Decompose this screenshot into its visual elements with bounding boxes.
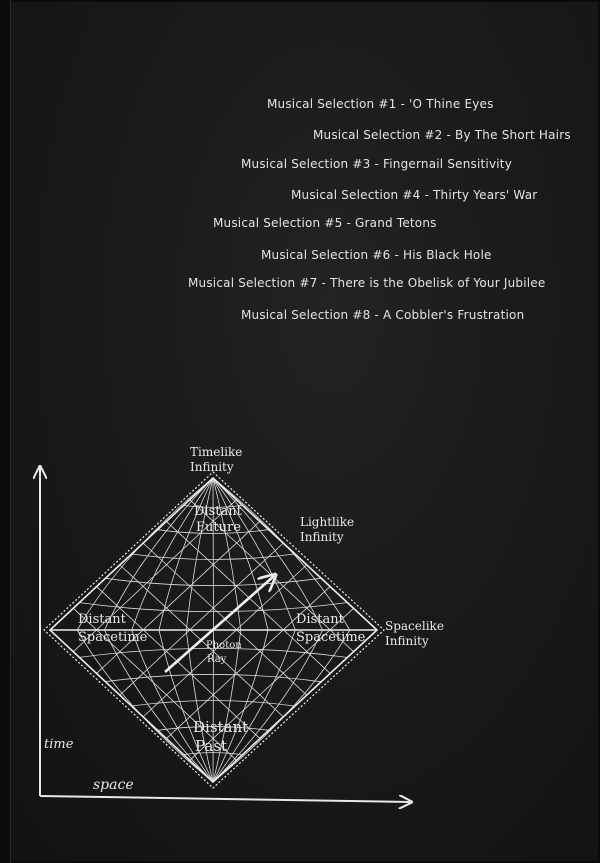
timelike-infinity-label-1: Timelike xyxy=(190,445,243,459)
grid-line xyxy=(213,630,268,782)
grid-line xyxy=(132,478,213,630)
penrose-diagram xyxy=(0,440,600,840)
distant-spacetime-right-label-1: Distant xyxy=(296,612,344,627)
track-8: Musical Selection #8 - A Cobbler's Frustration xyxy=(241,308,525,322)
track-4: Musical Selection #4 - Thirty Years' War xyxy=(291,188,538,202)
grid-line xyxy=(77,478,213,630)
distant-spacetime-left-label-2: Spacetime xyxy=(78,630,148,645)
grid-line xyxy=(186,478,213,630)
distant-future-label-2: Future xyxy=(196,520,241,535)
space-axis-line xyxy=(40,796,410,802)
space-axis-label: space xyxy=(93,777,134,793)
grid-line xyxy=(186,630,213,782)
photon-ray-label-1: Photon xyxy=(206,640,242,651)
timelike-infinity-label-2: Infinity xyxy=(190,460,234,474)
distant-future-label-1: Distant xyxy=(194,504,242,519)
lightlike-infinity-label-1: Lightlike xyxy=(300,515,355,529)
grid-line xyxy=(213,478,295,630)
grid-line xyxy=(213,478,214,630)
grid-line xyxy=(77,630,213,782)
spacelike-infinity-label-2: Infinity xyxy=(385,634,429,648)
track-3: Musical Selection #3 - Fingernail Sensitivity xyxy=(241,157,513,171)
distant-spacetime-left-label-1: Distant xyxy=(78,612,126,627)
distant-spacetime-right-label-2: Spacetime xyxy=(296,630,366,645)
spacelike-infinity-label-1: Spacelike xyxy=(385,619,444,633)
lightlike-infinity-label-2: Infinity xyxy=(300,530,344,544)
track-1: Musical Selection #1 - 'O Thine Eyes xyxy=(267,97,494,111)
distant-past-label-1: Distant xyxy=(193,718,249,736)
time-axis-label: time xyxy=(44,737,74,752)
track-2: Musical Selection #2 - By The Short Hairs xyxy=(313,128,571,142)
grid-line xyxy=(213,630,214,782)
distant-past-label-2: Past xyxy=(195,737,228,755)
track-6: Musical Selection #6 - His Black Hole xyxy=(261,248,492,262)
grid-line xyxy=(79,603,346,612)
track-5: Musical Selection #5 - Grand Tetons xyxy=(213,216,437,230)
grid-line xyxy=(120,543,283,695)
track-7: Musical Selection #7 - There is the Obelisk of Your Jubilee xyxy=(188,276,546,290)
grid-line xyxy=(213,478,350,630)
photon-ray-label-2: Ray xyxy=(207,654,227,665)
track-list xyxy=(0,0,600,340)
grid-line xyxy=(213,630,350,782)
